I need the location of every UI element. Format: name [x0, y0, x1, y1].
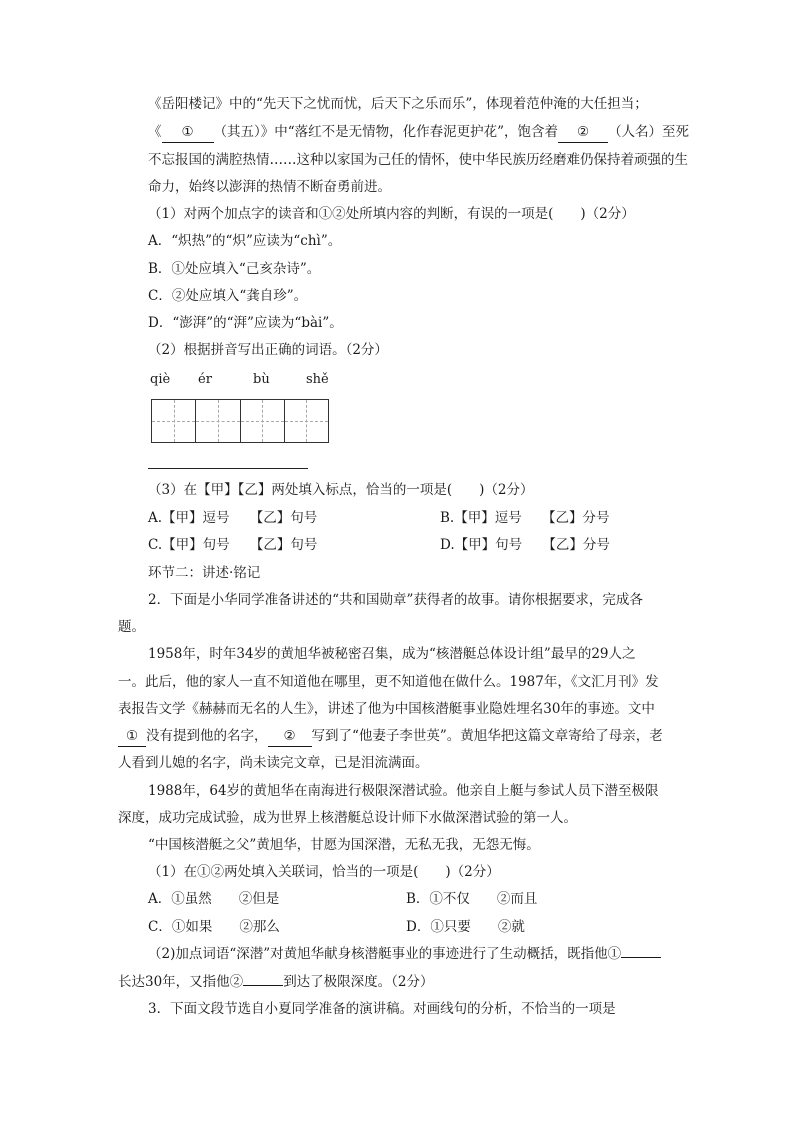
pinyin-3: bù: [253, 372, 270, 387]
p2-line-8: 1988年，64岁的黄旭华在南海进行极限深潜试验。他亲自上艇与参试人员下潜至极限: [148, 783, 659, 799]
q22-text: （2)加点词语“深潜”对黄旭华献身核潜艇事业的事迹进行了生动概括，既指他①: [148, 946, 622, 962]
q21-option-c[interactable]: C．①如果 ②那么: [148, 919, 280, 935]
intro-text: （人名）至死: [608, 124, 690, 140]
p2-line-4: 一。此后，他的家人一直不知道他在哪里，更不知道他在做什么。1987年，《文汇月刊》发: [118, 674, 659, 690]
blank-2[interactable]: ②: [268, 726, 312, 747]
q22-line-1: [148, 944, 661, 964]
blank-1[interactable]: [621, 957, 661, 958]
section-heading: 环节二：讲述·铭记: [148, 565, 261, 581]
q21-option-b[interactable]: B．①不仅 ②而且: [406, 891, 538, 907]
p2-line-10: “中国核潜艇之父”黄旭华，甘愿为国深潜，无私无我，无怨无悔。: [148, 837, 540, 853]
q21-stem: （1）在①②两处填入关联词，恰当的一项是( )（2分）: [148, 864, 500, 880]
p2-line-7: 人看到儿媳的名字，尚未读完文章，已是泪流满面。: [118, 755, 429, 771]
blank-2[interactable]: ②: [558, 122, 608, 143]
q1-option-a[interactable]: A．“炽热”的“炽”应读为“chì”。: [148, 233, 342, 249]
blank-1[interactable]: ①: [162, 122, 214, 143]
q3-stem: （3）在【甲】【乙】两处填入标点，恰当的一项是( )（2分）: [148, 482, 534, 498]
pinyin-4: shě: [306, 372, 329, 387]
grid-cell[interactable]: [241, 400, 285, 442]
tianzige-grid[interactable]: [151, 399, 329, 443]
q1-option-b[interactable]: B．①处应填入“己亥杂诗”。: [148, 261, 321, 277]
p2-line-2: 题。: [118, 619, 145, 635]
q3-main-stem: 3．下面文段节选自小夏同学准备的演讲稿。对画线句的分析，不恰当的一项是: [148, 1001, 616, 1017]
p2-text: 写到了“他妻子李世英”。黄旭华把这篇文章寄给了母亲，老: [311, 728, 663, 744]
p2-line-9: 深度，成功完成试验，成为世界上核潜艇总设计师下水做深潜试验的第一人。: [118, 810, 577, 826]
pinyin-2: ér: [198, 372, 212, 387]
blank-2[interactable]: [243, 985, 283, 986]
answer-line: [148, 468, 308, 469]
q21-option-a[interactable]: A．①虽然 ②但是: [148, 891, 280, 907]
pinyin-1: qiè: [150, 372, 171, 387]
p2-line-3: 1958年，时年34岁的黄旭华被秘密召集，成为“核潜艇总体设计组”最早的29人之: [148, 646, 636, 662]
q1-option-c[interactable]: C．②处应填入“龚自珍”。: [148, 288, 308, 304]
grid-cell[interactable]: [196, 400, 240, 442]
q3-option-a[interactable]: A.【甲】逗号 【乙】句号: [148, 510, 318, 526]
intro-line-1: 《岳阳楼记》中的“先天下之忧而忧，后天下之乐而乐”，体现着范仲淹的大任担当；: [148, 96, 648, 112]
intro-text: 《: [148, 124, 162, 140]
p2-line-5: 表报告文学《赫赫而无名的人生》，讲述了他为中国核潜艇事业隐姓埋名30年的事迹。文中: [118, 701, 655, 717]
q1-option-d[interactable]: D．“澎湃”的“湃”应读为“bài”。: [148, 315, 343, 331]
blank-1[interactable]: ①: [118, 726, 146, 747]
intro-text: （其五）》中“落红不是无情物，化作春泥更护花”，饱含着: [213, 124, 559, 140]
q22-line-2: [118, 972, 434, 992]
q21-option-d[interactable]: D．①只要 ②就: [406, 919, 525, 935]
intro-line-3: 不忘报国的满腔热情……这种以家国为己任的情怀，使中华民族历经磨难仍保持着顽强的生: [148, 152, 688, 168]
grid-cell[interactable]: [152, 400, 196, 442]
grid-cell[interactable]: [285, 400, 328, 442]
p2-line-1: 2．下面是小华同学准备讲述的“共和国勋章”获得者的故事。请你根据要求，完成各: [148, 592, 643, 608]
q3-option-c[interactable]: C.【甲】句号 【乙】句号: [148, 537, 318, 553]
q2-stem: （2）根据拼音写出正确的词语。（2分）: [148, 342, 388, 358]
intro-line-2: [148, 122, 689, 143]
q3-option-d[interactable]: D.【甲】句号 【乙】分号: [440, 537, 610, 553]
intro-line-4: 命力，始终以澎湃的热情不断奋勇前进。: [148, 179, 391, 195]
q22-text: 长达30年，又指他②: [118, 974, 244, 990]
q22-text: 到达了极限深度。（2分）: [283, 974, 434, 990]
p2-line-6: [118, 726, 663, 747]
p2-text: 没有提到他的名字，: [146, 728, 268, 744]
q1-stem: （1）对两个加点字的读音和①②处所填内容的判断，有误的一项是( )（2分）: [148, 206, 635, 222]
q3-option-b[interactable]: B.【甲】逗号 【乙】分号: [440, 510, 610, 526]
